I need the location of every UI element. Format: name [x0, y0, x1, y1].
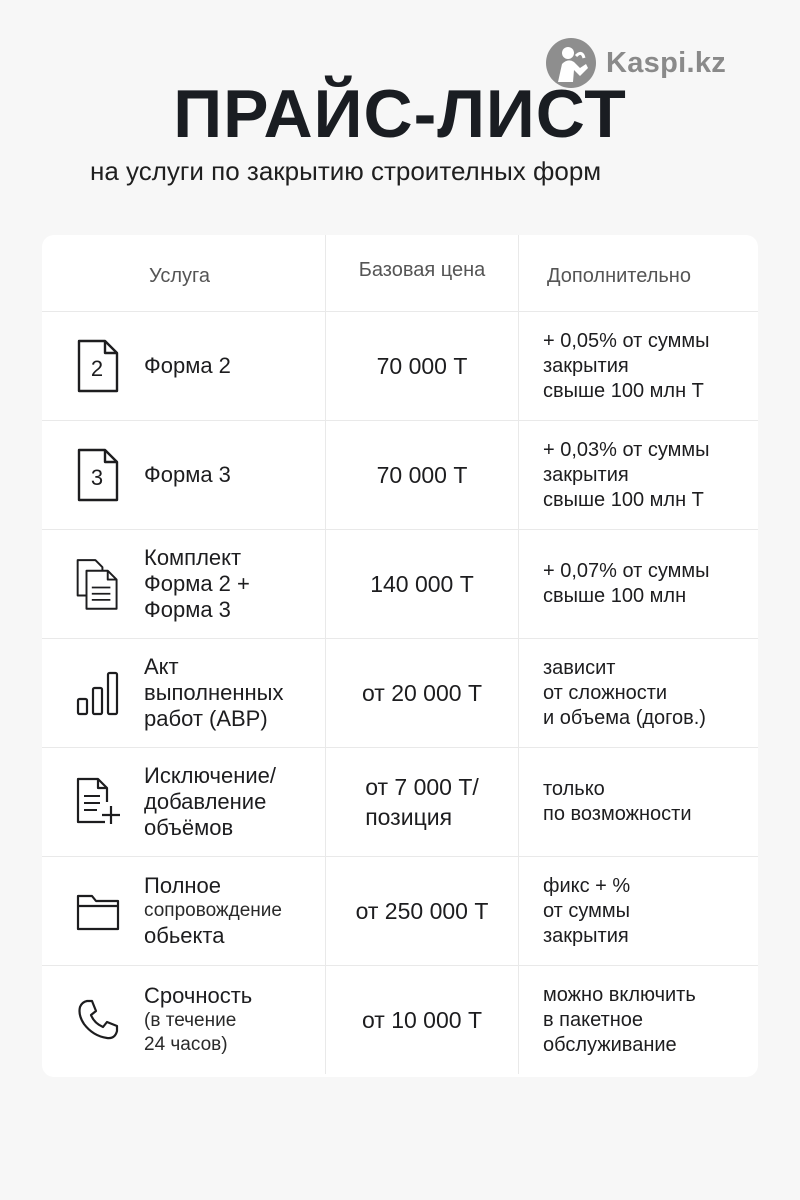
table-row [42, 420, 758, 529]
table-row [42, 638, 758, 747]
header-extra: Дополнительно [547, 264, 691, 287]
service-cell [42, 857, 326, 965]
service-cell [42, 312, 326, 420]
header-price: Базовая цена [326, 235, 519, 311]
price-cell: от 7 000 Т/ позиция [326, 748, 519, 856]
table-row [42, 965, 758, 1074]
extra-cell: только по возможности [543, 778, 692, 825]
price-cell: 70 000 Т [326, 312, 519, 420]
header-service: Услуга [42, 235, 326, 311]
service-cell [42, 748, 326, 856]
table-row [42, 311, 758, 420]
extra-cell: зависит от сложности и объема (догов.) [543, 656, 706, 729]
extra-cell: фикс + % от суммы закрытия [543, 874, 631, 947]
phone-icon [75, 992, 121, 1048]
service-name: Акт выполненных работ (АВР) [144, 654, 284, 731]
extra-cell: + 0,05% от суммы закрытия свыше 100 млн Т [543, 329, 710, 402]
extra-cell: можно включить в пакетное обслуживание [543, 983, 696, 1056]
service-name: Исключение/ добавление объёмов [144, 763, 277, 840]
service-name: Срочность (в течение 24 часов) [144, 983, 253, 1055]
service-name: Форма 2 [144, 353, 231, 378]
price-table [42, 235, 758, 1077]
page-title: ПРАЙС-ЛИСТ [173, 76, 627, 152]
extra-cell: + 0,07% от суммы свыше 100 млн [543, 560, 710, 607]
price-cell: 140 000 Т [326, 530, 519, 638]
bar-chart-icon [75, 665, 121, 721]
table-row [42, 747, 758, 856]
service-cell [42, 639, 326, 747]
table-row [42, 529, 758, 638]
service-name: Полное сопровождение обьекта [144, 873, 282, 948]
price-cell: от 20 000 Т [326, 639, 519, 747]
price-cell: от 10 000 Т [326, 966, 519, 1074]
folder-icon [75, 883, 121, 939]
service-cell [42, 966, 326, 1074]
price-cell: от 250 000 Т [326, 857, 519, 965]
table-header [42, 235, 758, 311]
svg-text:3: 3 [90, 465, 104, 490]
document-3-icon [75, 447, 121, 503]
page-subtitle: на услуги по закрытию строителных форм [90, 156, 602, 186]
svg-text:2: 2 [90, 356, 104, 381]
service-name: Форма 3 [144, 462, 231, 487]
document-2-icon [75, 338, 121, 394]
price-cell: 70 000 Т [326, 421, 519, 529]
extra-cell: + 0,03% от суммы закрытия свыше 100 млн Т [543, 438, 710, 511]
service-name: Комплект Форма 2 + Форма 3 [144, 545, 250, 622]
service-cell [42, 530, 326, 638]
brand-name: Kaspi.kz [606, 46, 727, 79]
table-row [42, 856, 758, 965]
service-cell [42, 421, 326, 529]
documents-stack-icon [75, 556, 121, 612]
document-add-icon [75, 774, 121, 830]
